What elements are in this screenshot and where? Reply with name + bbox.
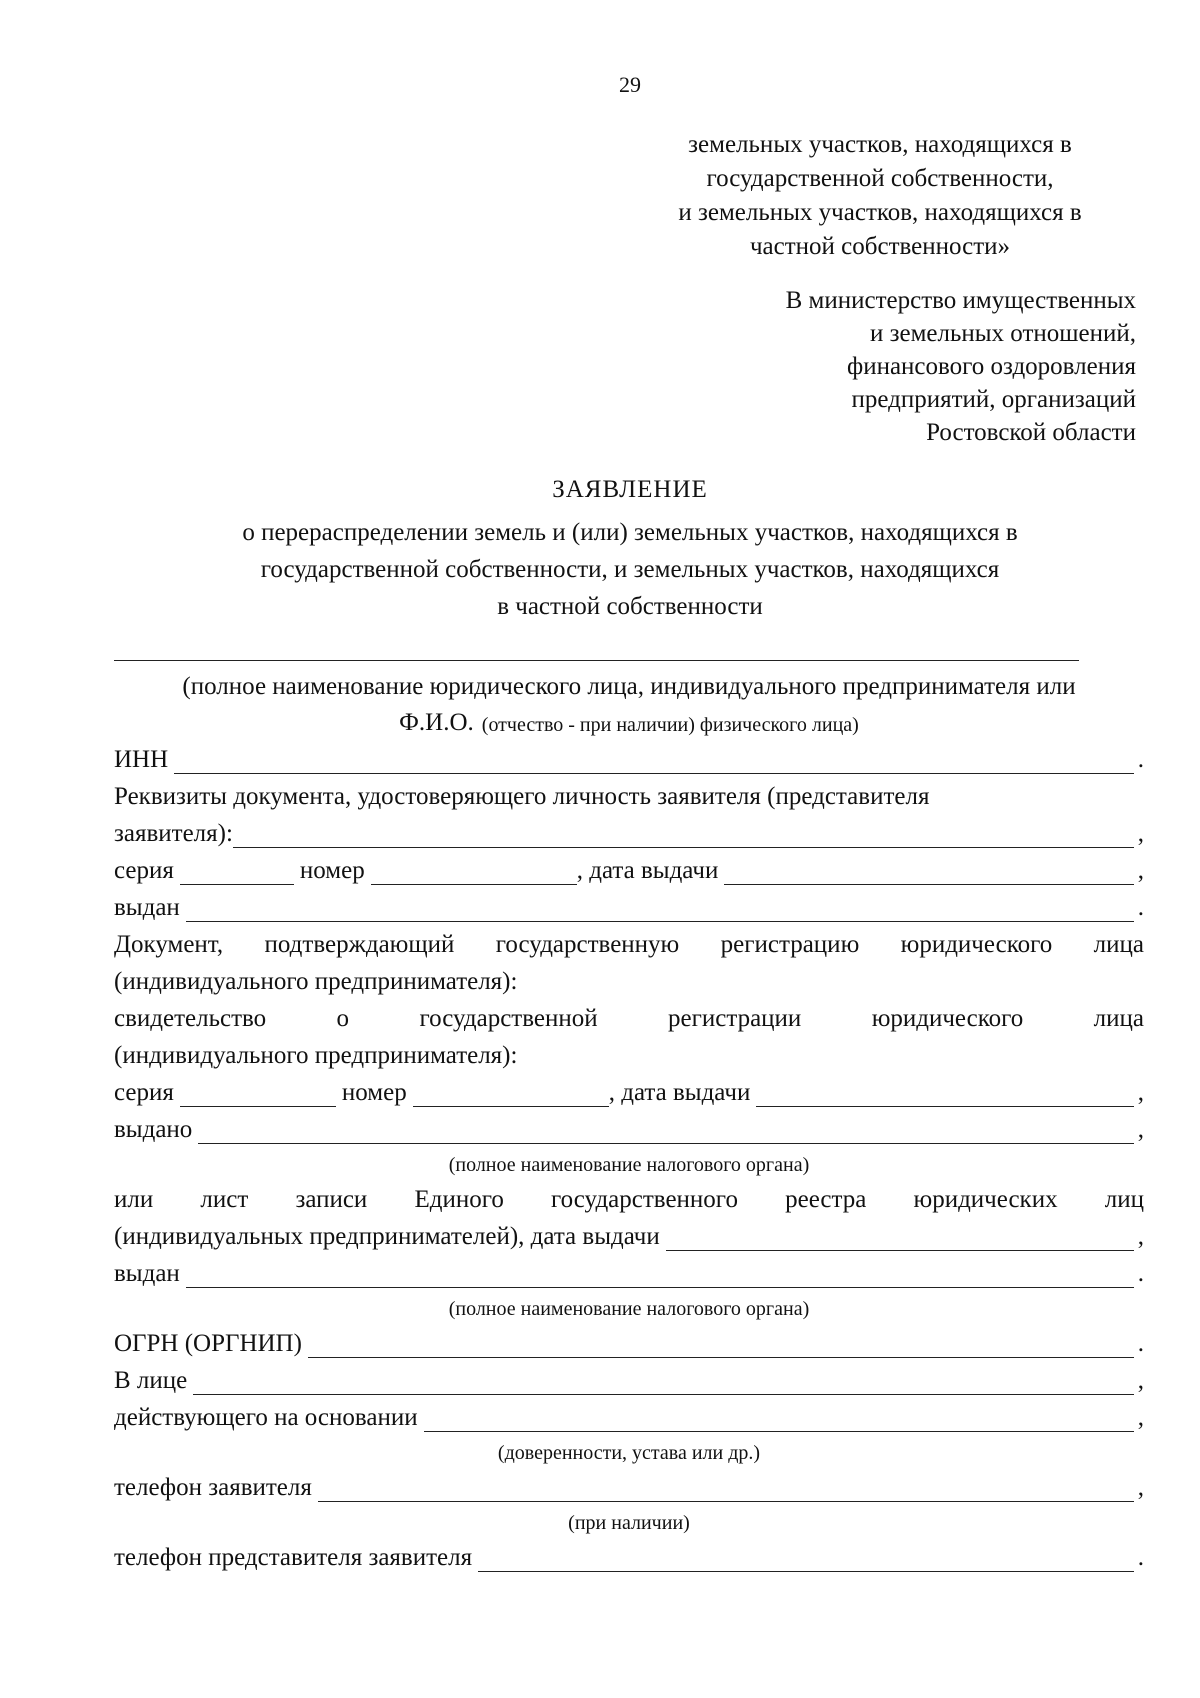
punctuation: , (1137, 1116, 1144, 1143)
subtitle-line: государственной собственности, и земельных участков, находящихся (260, 556, 1000, 583)
punctuation: . (1137, 1260, 1144, 1287)
cert-issued-by-row (114, 1107, 1144, 1144)
text-word: лица (1093, 931, 1144, 958)
rep-phone-row (114, 1535, 1144, 1572)
text-word: записи (295, 1186, 368, 1213)
issued-by-label: выдан (114, 1260, 180, 1287)
ogrn-row (114, 1321, 1144, 1358)
inn-row (114, 737, 1144, 774)
issued-by-field[interactable] (186, 893, 1134, 922)
number-label: номер (341, 1079, 407, 1106)
text-word: юридического (900, 931, 1053, 958)
punctuation: . (1137, 1544, 1144, 1571)
applicant-name-caption-2 (114, 701, 1144, 737)
reg-doc-line-2: (индивидуального предпринимателя): (114, 968, 518, 995)
phone-label: телефон заявителя (114, 1474, 312, 1501)
punctuation: , (1137, 857, 1144, 884)
number-field[interactable] (371, 856, 577, 885)
egr-issued-by-row (114, 1251, 1144, 1288)
subtitle-line: о перераспределении земель и (или) земельных участков, находящихся в (242, 519, 1018, 546)
representative-row (114, 1358, 1144, 1395)
punctuation: , (1137, 1223, 1144, 1250)
text-word: свидетельство (114, 1005, 267, 1032)
text-word: лиц (1104, 1186, 1144, 1213)
applicant-name-field[interactable] (114, 640, 1079, 661)
text-word: юридического (871, 1005, 1024, 1032)
phone-row (114, 1465, 1144, 1502)
egr-line (114, 1177, 1144, 1214)
issue-date-label: , дата выдачи (608, 1079, 751, 1106)
tax-authority-caption: (полное наименование налогового органа) (448, 1154, 810, 1176)
issue-date-field[interactable] (724, 856, 1133, 885)
id-doc-field[interactable] (233, 819, 1134, 848)
basis-row (114, 1395, 1144, 1432)
phone-field[interactable] (318, 1473, 1134, 1502)
ogrn-label: ОГРН (ОРГНИП) (114, 1330, 302, 1357)
caption-fio-note: (отчество - при наличии) физического лица) (481, 714, 859, 736)
certificate-line (114, 996, 1144, 1033)
punctuation: , (1137, 1079, 1144, 1106)
representative-field[interactable] (193, 1366, 1133, 1395)
rep-phone-label: телефон представителя заявителя (114, 1544, 473, 1571)
phone-caption: (при наличии) (568, 1512, 690, 1534)
text-word: регистрации (668, 1005, 802, 1032)
header-line: земельных участков, находящихся в (688, 131, 1072, 158)
id-doc-label: заявителя): (114, 820, 233, 847)
rep-phone-field[interactable] (478, 1543, 1134, 1572)
addressee-block (640, 284, 1136, 449)
representative-label: В лице (114, 1367, 188, 1394)
text-word: о (336, 1005, 350, 1032)
text-word: Документ, (114, 931, 224, 958)
punctuation: , (1137, 1474, 1144, 1501)
document-title: ЗАЯВЛЕНИЕ (552, 476, 708, 503)
header-line: государственной собственности, (706, 165, 1054, 192)
series-field[interactable] (180, 856, 294, 885)
text-word: или (114, 1186, 154, 1213)
subtitle-line: в частной собственности (497, 593, 763, 620)
punctuation: , (1137, 1367, 1144, 1394)
text-word: регистрацию (720, 931, 860, 958)
application-form (114, 640, 1144, 1572)
text-word: подтверждающий (264, 931, 455, 958)
text-word: лица (1093, 1005, 1144, 1032)
text-word: государственного (551, 1186, 738, 1213)
text-word: юридических (913, 1186, 1058, 1213)
egr-date-label: (индивидуальных предпринимателей), дата выдачи (114, 1223, 660, 1250)
text-word: Единого (414, 1186, 504, 1213)
document-header-continuation (660, 128, 1100, 264)
text-word: государственную (495, 931, 680, 958)
cert-series-field[interactable] (180, 1078, 336, 1107)
applicant-name-caption: (полное наименование юридического лица, индивидуального предпринимателя или (182, 673, 1076, 700)
punctuation: . (1137, 746, 1144, 773)
issued-by-row (114, 885, 1144, 922)
punctuation: , (1137, 820, 1144, 847)
addressee-line: В министерство имущественных (785, 287, 1136, 314)
text-word: лист (200, 1186, 249, 1213)
text-word: государственной (419, 1005, 598, 1032)
document-subtitle (160, 514, 1100, 625)
tax-authority-caption: (полное наименование налогового органа) (448, 1298, 810, 1320)
punctuation: . (1137, 1330, 1144, 1357)
addressee-line: предприятий, организаций (851, 386, 1136, 413)
id-series-row (114, 848, 1144, 885)
punctuation: . (1137, 894, 1144, 921)
inn-field[interactable] (174, 745, 1134, 774)
issued-by-label: выдано (114, 1116, 193, 1143)
caption-fio: Ф.И.О. (399, 709, 474, 736)
ogrn-field[interactable] (308, 1329, 1134, 1358)
basis-field[interactable] (424, 1403, 1134, 1432)
cert-number-field[interactable] (413, 1078, 609, 1107)
series-label: серия (114, 1079, 174, 1106)
header-line: частной собственности» (749, 233, 1011, 260)
egr-date-row (114, 1214, 1144, 1251)
cert-issue-date-field[interactable] (756, 1078, 1133, 1107)
inn-label: ИНН (114, 746, 169, 773)
addressee-line: Ростовской области (926, 419, 1136, 446)
series-label: серия (114, 857, 174, 884)
egr-issued-by-field[interactable] (186, 1259, 1134, 1288)
certificate-line-2: (индивидуального предпринимателя): (114, 1042, 518, 1069)
text-word: реестра (785, 1186, 867, 1213)
id-doc-line: Реквизиты документа, удостоверяющего личность заявителя (представителя (114, 783, 930, 810)
page-number: 29 (619, 72, 641, 97)
punctuation: , (1137, 1404, 1144, 1431)
basis-label: действующего на основании (114, 1404, 418, 1431)
cert-issued-by-field[interactable] (198, 1115, 1133, 1144)
egr-issue-date-field[interactable] (666, 1222, 1134, 1251)
id-doc-row (114, 811, 1144, 848)
addressee-line: финансового оздоровления (847, 353, 1136, 380)
issued-by-label: выдан (114, 894, 180, 921)
reg-doc-line (114, 922, 1144, 959)
header-line: и земельных участков, находящихся в (678, 199, 1082, 226)
addressee-line: и земельных отношений, (869, 320, 1136, 347)
basis-caption: (доверенности, устава или др.) (497, 1442, 761, 1464)
cert-series-row (114, 1070, 1144, 1107)
number-label: номер (299, 857, 365, 884)
issue-date-label: , дата выдачи (576, 857, 719, 884)
